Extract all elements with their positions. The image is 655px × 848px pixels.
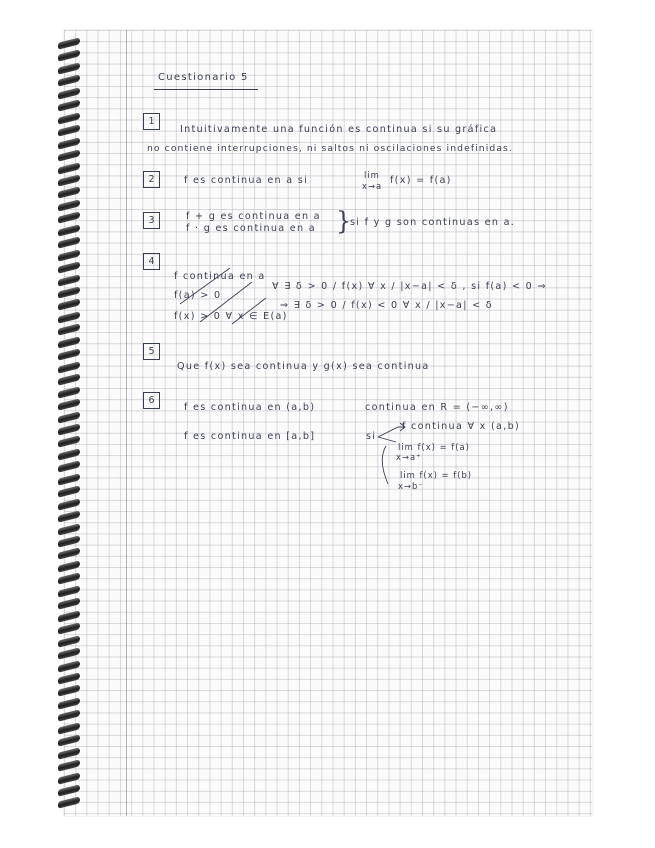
hypothesis-line: f continua en a bbox=[174, 271, 266, 282]
answer-line: Intuitivamente una función es continua si su gráfica bbox=[180, 124, 498, 135]
limit-expression: f(x) = f(a) bbox=[390, 175, 452, 186]
answer-line: no contiene interrupciones, ni saltos ni oscilaciones indefinidas. bbox=[147, 143, 513, 154]
answer-line: f · g es continua en a bbox=[186, 223, 316, 234]
question-number: 3 bbox=[143, 212, 160, 229]
question-number: 2 bbox=[143, 171, 160, 188]
limit-subscript: x→b⁻ bbox=[398, 481, 424, 491]
answer-line: f + g es continua en a bbox=[186, 211, 321, 222]
question-number: 4 bbox=[143, 253, 160, 270]
question-number: 6 bbox=[143, 392, 160, 409]
answer-line: f es continua en (a,b) bbox=[184, 402, 316, 413]
limit-subscript: x→a⁺ bbox=[396, 452, 422, 462]
condition-line: lim f(x) = f(a) bbox=[398, 442, 470, 452]
answer-line: f es continua en [a,b] bbox=[184, 431, 316, 442]
question-number: 1 bbox=[143, 113, 160, 130]
proof-line: ⇒ ∃ δ > 0 / f(x) < 0 ∀ x / |x−a| < δ bbox=[280, 300, 493, 311]
proof-line: ∀ ∃ δ > 0 / f(x) ∀ x / |x−a| < δ , si f(a) < 0 ⇒ bbox=[272, 281, 547, 292]
right-brace: } bbox=[336, 206, 352, 236]
condition-line: f continua ∀ x (a,b) bbox=[402, 421, 521, 432]
question-number: 5 bbox=[143, 343, 160, 360]
hypothesis-line: f(x) > 0 ∀ x ∈ E(a) bbox=[174, 311, 288, 322]
limit-word: lim bbox=[364, 170, 380, 180]
limit-subscript: x→a bbox=[362, 181, 383, 191]
page-title: Cuestionario 5 bbox=[158, 72, 249, 83]
condition-line: lim f(x) = f(b) bbox=[400, 470, 473, 480]
hypothesis-line: f(a) > 0 bbox=[174, 290, 222, 301]
answer-line: continua en R = (−∞,∞) bbox=[365, 402, 509, 413]
answer-line: Que f(x) sea continua y g(x) sea continua bbox=[177, 361, 430, 372]
answer-line: f es continua en a si bbox=[184, 175, 309, 186]
si-word: si bbox=[366, 431, 377, 442]
answer-line: si f y g son continuas en a. bbox=[350, 217, 516, 228]
